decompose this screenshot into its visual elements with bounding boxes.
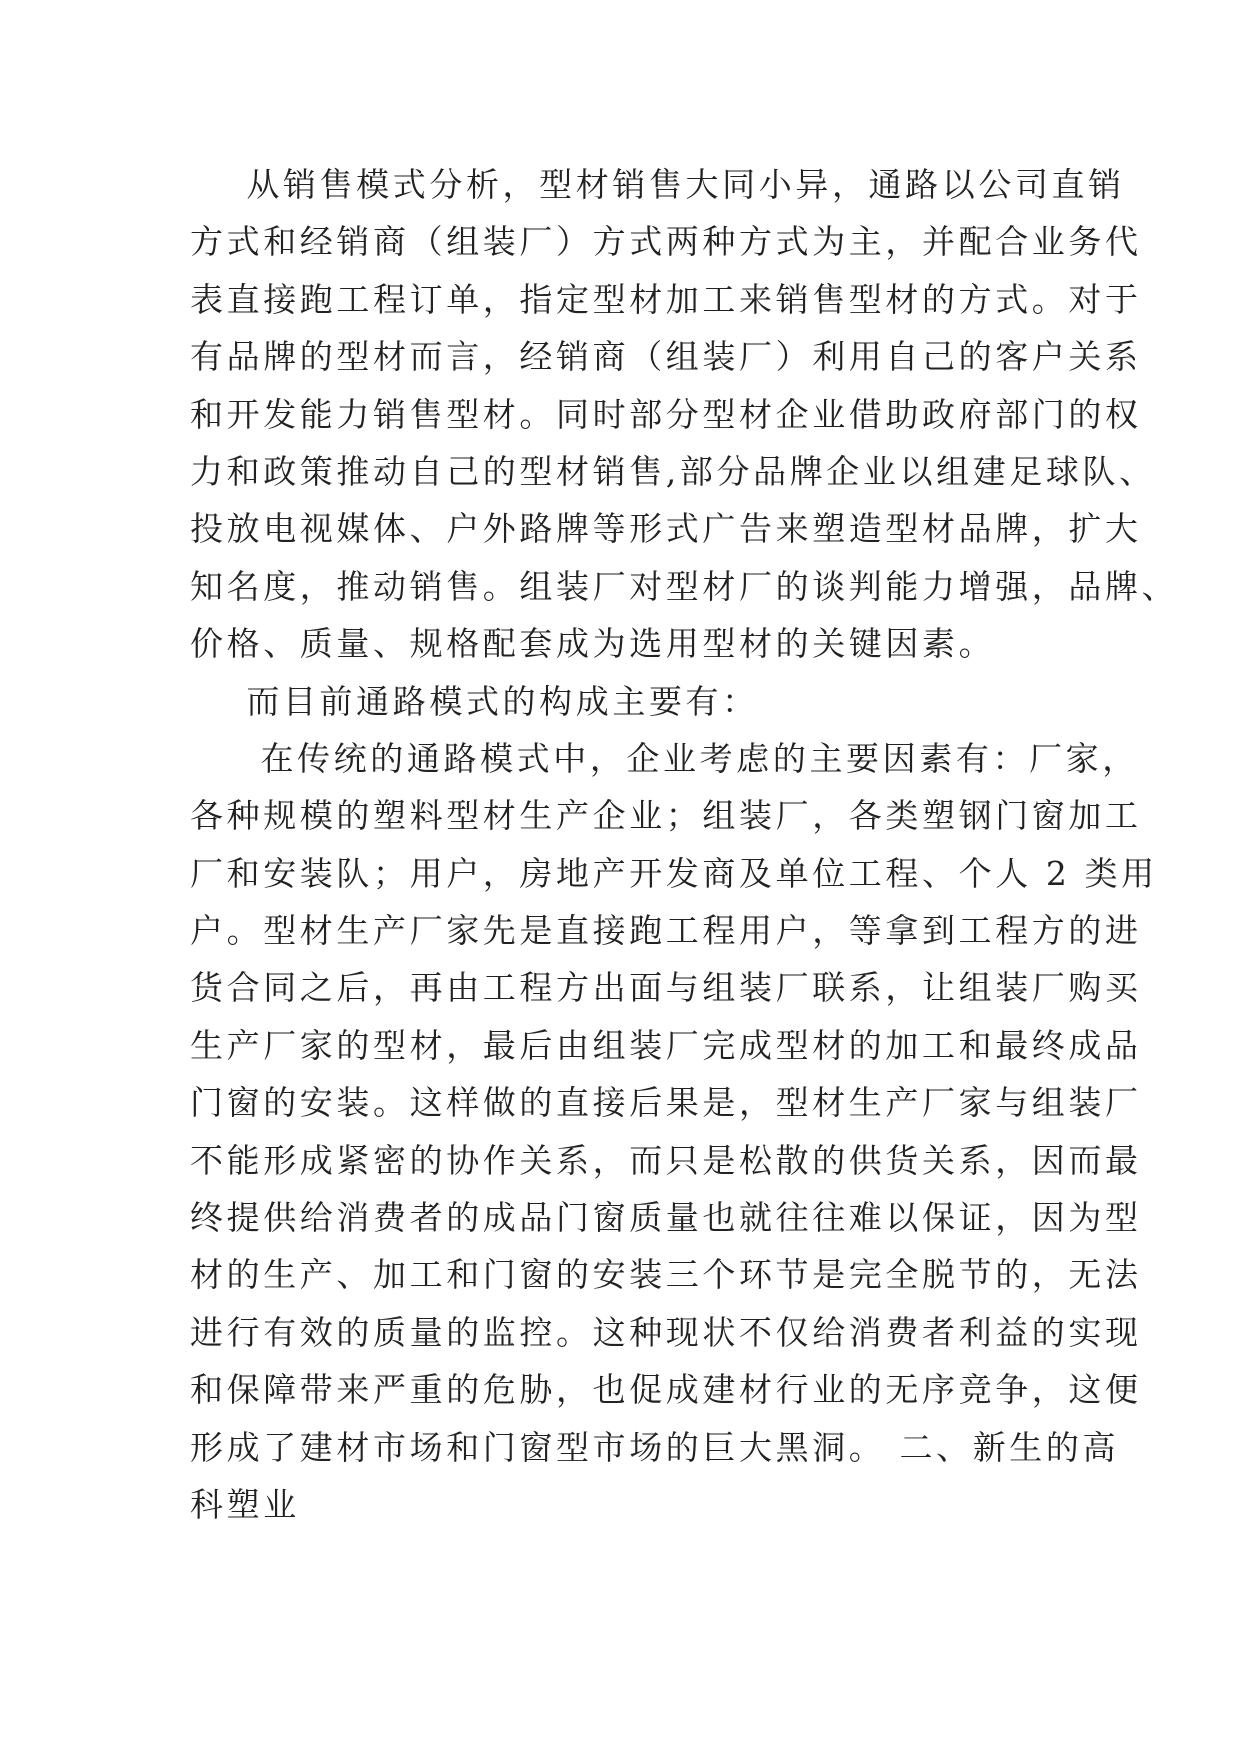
text-line: 门窗的安装。这样做的直接后果是，型材生产厂家与组装厂: [190, 1083, 1142, 1123]
text-line: 材的生产、加工和门窗的安装三个环节是完全脱节的，无法: [190, 1255, 1142, 1295]
text-line: 从销售模式分析，型材销售大同小异，通路以公司直销: [190, 165, 1125, 204]
text-line: 厂和安装队；用户，房地产开发商及单位工程、个人 2 类用: [190, 853, 1158, 893]
text-line: 有品牌的型材而言，经销商（组装厂）利用自己的客户关系: [190, 337, 1142, 377]
text-line: 价格、质量、规格配套成为选用型材的关键因素。: [190, 624, 996, 664]
text-line: 和保障带来严重的危胁，也促成建材行业的无序竞争，这便: [190, 1370, 1142, 1410]
text-line: 表直接跑工程订单，指定型材加工来销售型材的方式。对于: [190, 279, 1142, 319]
text-line: 在传统的通路模式中，企业考虑的主要因素有：厂家，: [190, 738, 1139, 778]
text-line: 不能形成紧密的协作关系，而只是松散的供货关系，因而最: [190, 1140, 1142, 1180]
text-line: 知名度，推动销售。组装厂对型材厂的谈判能力增强，品牌、: [190, 566, 1179, 606]
text-line: 进行有效的质量的监控。这种现状不仅给消费者利益的实现: [190, 1312, 1142, 1352]
text-line: 力和政策推动自己的型材销售,部分品牌企业以组建足球队、: [190, 451, 1156, 491]
text-line: 方式和经销商（组装厂）方式两种方式为主，并配合业务代: [190, 222, 1142, 262]
text-line: 形成了建材市场和门窗型市场的巨大黑洞。 二、新生的高: [190, 1427, 1120, 1467]
text-line: 投放电视媒体、户外路牌等形式广告来塑造型材品牌，扩大: [190, 509, 1142, 549]
text-line: 终提供给消费者的成品门窗质量也就往往难以保证，因为型: [190, 1198, 1142, 1238]
text-line: 各种规模的塑料型材生产企业；组装厂，各类塑钢门窗加工: [190, 796, 1142, 836]
text-line: 生产厂家的型材，最后由组装厂完成型材的加工和最终成品: [190, 1025, 1142, 1065]
text-line: 货合同之后，再由工程方出面与组装厂联系，让组装厂购买: [190, 968, 1142, 1008]
text-line: 科塑业: [190, 1484, 300, 1524]
text-line: 而目前通路模式的构成主要有：: [190, 681, 759, 721]
text-line: 和开发能力销售型材。同时部分型材企业借助政府部门的权: [190, 394, 1142, 434]
body-text: [190, 156, 1179, 1533]
text-line: 户。型材生产厂家先是直接跑工程用户，等拿到工程方的进: [190, 911, 1142, 951]
